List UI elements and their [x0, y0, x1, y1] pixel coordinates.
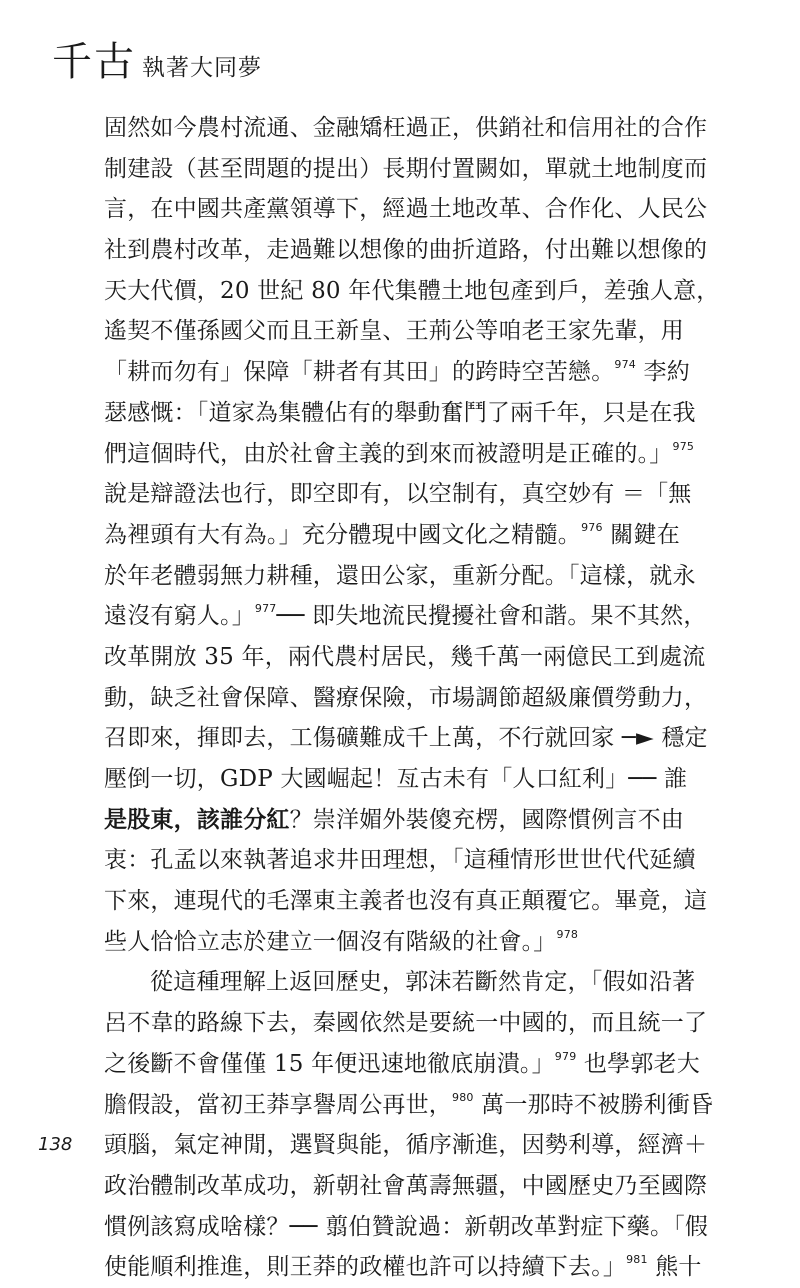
running-header — [52, 30, 262, 87]
text-line: 些人恰恰立志於建立一個沒有階級的社會。」$^{978}$ — [104, 927, 579, 955]
text-line: 遠沒有窮人。」$^{977}$── 即失地流民攪擾社會和諧。果不其然， — [104, 602, 707, 630]
header-title-large: 千古 — [52, 39, 136, 85]
footnote-ref: 977 — [254, 602, 277, 616]
text-line: 天大代價，20 世紀 80 年代集體土地包產到戶，差強人意， — [104, 277, 720, 304]
text-line: 頭腦，氣定神閒，選賢與能，循序漸進，因勢利導，經濟＋ — [104, 1132, 708, 1159]
text-line: 社到農村改革，走過難以想像的曲折道路，付出難以想像的 — [104, 237, 708, 264]
text-line: 呂不韋的路線下去，秦國依然是要統一中國的，而且統一了 — [104, 1010, 708, 1037]
text-line: 們這個時代，由於社會主義的到來而被證明是正確的。」$^{975}$ — [104, 439, 695, 467]
text-line: 說是辯證法也行，即空即有，以空制有，真空妙有 ＝「無 — [104, 481, 692, 508]
text-line: 膽假設，當初王莽享譽周公再世，$^{980}$ 萬一那時不被勝利衝昏 — [104, 1090, 714, 1118]
text-line: 為裡頭有大有為。」充分體現中國文化之精髓。$^{976}$ 關鍵在 — [104, 520, 680, 548]
text-line: 衷：孔孟以來執著追求井田理想，「這種情形世世代代延續 — [104, 847, 696, 874]
footnote-ref: 980 — [452, 1090, 474, 1104]
body-text — [104, 108, 720, 1288]
text-line: 從這種理解上返回歷史，郭沫若斷然肯定，「假如沿著 — [150, 969, 696, 996]
text-line: 慣例該寫成啥樣？── 翦伯贊說過：新朝改革對症下藥。「假 — [104, 1213, 709, 1240]
footnote-ref: 976 — [581, 520, 603, 534]
footnote-ref: 975 — [672, 439, 695, 453]
text-line: 動，缺乏社會保障、醫療保險，市場調節超級廉價勞動力， — [104, 684, 708, 711]
text-line: 召即來，揮即去，工傷礦難成千上萬，不行就回家 ─► 穩定 — [104, 725, 708, 752]
text-line: 改革開放 35 年，兩代農村居民，幾千萬一兩億民工到處流 — [104, 643, 706, 670]
text-line: 下來，連現代的毛澤東主義者也沒有真正顛覆它。畢竟，這 — [104, 888, 708, 915]
footnote-ref: 979 — [554, 1049, 577, 1063]
text-line: 「耕而勿有」保障「耕者有其田」的跨時空苦戀。$^{974}$ 李約 — [104, 358, 690, 386]
text-line: 於年老體弱無力耕種，還田公家，重新分配。「這樣，就永 — [104, 562, 696, 589]
text-line: 政治體制改革成功，新朝社會萬壽無疆，中國歷史乃至國際 — [104, 1172, 708, 1199]
text-line: 瑟感慨：「道家為集體佔有的舉動奮鬥了兩千年，只是在我 — [104, 399, 696, 426]
text-line: 遙契不僅孫國父而且王新皇、王荊公等咱老王家先輩，用 — [104, 318, 684, 345]
bold-phrase: 是股東，該誰分紅 — [104, 805, 290, 833]
text-line: 言，在中國共產黨領導下，經過土地改革、合作化、人民公 — [104, 196, 708, 223]
text-line: 使能順利推進，則王莽的政權也許可以持續下去。」$^{981}$ 熊十 — [104, 1253, 702, 1281]
page-number: 138 — [38, 1134, 73, 1155]
footnote-ref: 981 — [626, 1253, 648, 1267]
footnote-ref: 974 — [614, 358, 637, 372]
footnote-ref: 978 — [556, 927, 579, 941]
text-line: 之後斷不會僅僅 15 年便迅速地徹底崩潰。」$^{979}$ 也學郭老大 — [104, 1049, 700, 1077]
text-line: 壓倒一切，GDP 大國崛起！亙古未有「人口紅利」── 誰 — [104, 766, 688, 792]
header-title-small: 執著大同夢 — [142, 55, 262, 81]
text-line: 固然如今農村流通、金融矯枉過正，供銷社和信用社的合作 — [104, 115, 708, 141]
text-line: 是股東，該誰分紅？崇洋媚外裝傻充楞，國際慣例言不由 — [104, 805, 685, 833]
text-line: 制建設（甚至問題的提出）長期付置闕如，單就土地制度而 — [104, 155, 708, 182]
